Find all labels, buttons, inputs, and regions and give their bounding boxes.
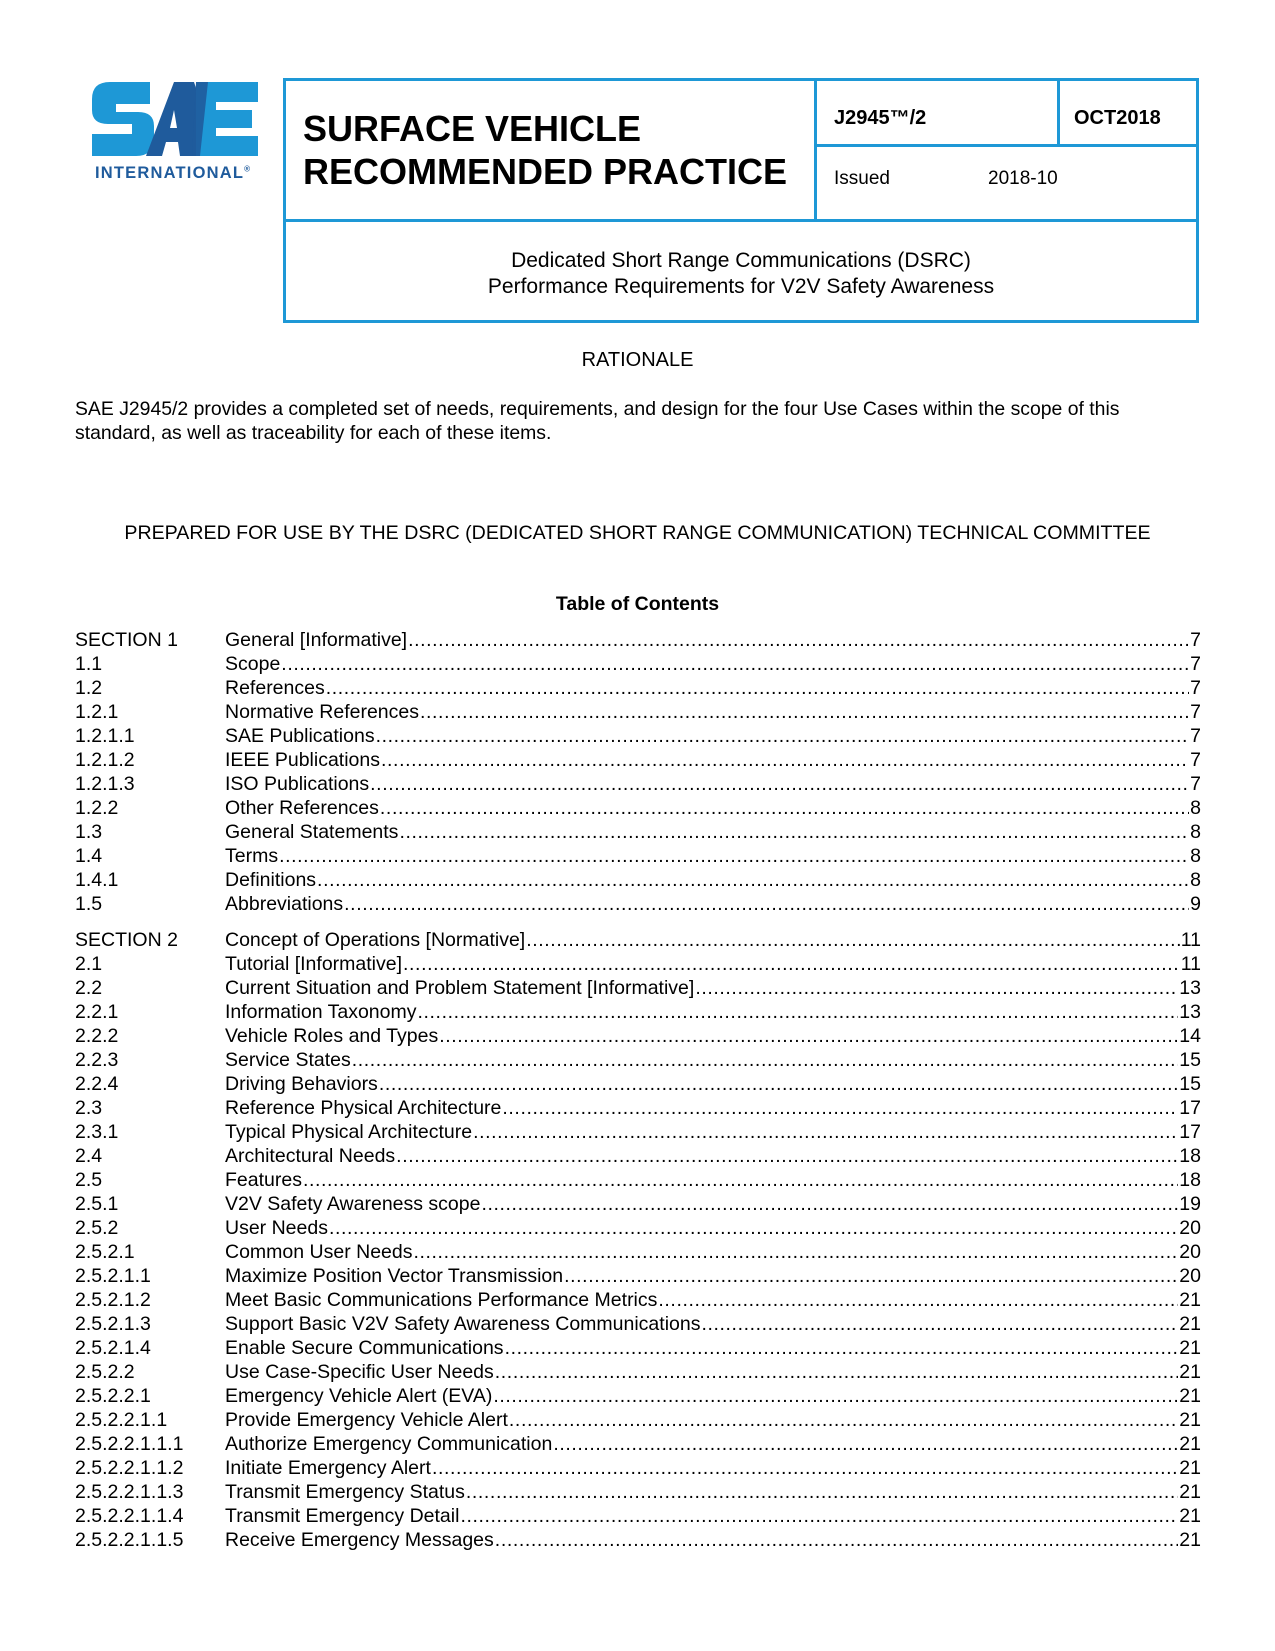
- toc-leader-dots: [502, 1096, 1178, 1120]
- toc-leader-dots: [460, 1504, 1178, 1528]
- toc-entry-title: Initiate Emergency Alert: [225, 1457, 431, 1479]
- toc-entry-number: 2.2.3: [75, 1049, 119, 1071]
- toc-entry-number: 1.2.1.2: [75, 749, 135, 771]
- toc-entry-title: Vehicle Roles and Types: [225, 1025, 439, 1047]
- toc-entry-title: Transmit Emergency Detail: [225, 1505, 460, 1527]
- toc-entry-number: 2.2.1: [75, 1001, 119, 1023]
- document-number: J2945™/2: [834, 107, 927, 129]
- toc-entry-page: 11: [1180, 953, 1201, 975]
- toc-entry-number: 1.3: [75, 821, 103, 843]
- toc-entry-number: 2.5.2.2.1.1.5: [75, 1529, 184, 1551]
- table-of-contents: [75, 628, 1201, 1552]
- toc-entry-title: Transmit Emergency Status: [225, 1481, 465, 1503]
- toc-leader-dots: [370, 772, 1189, 796]
- toc-leader-dots: [420, 700, 1189, 724]
- toc-leader-dots: [352, 1048, 1179, 1072]
- toc-entry[interactable]: [75, 1528, 1201, 1552]
- toc-entry-title: Use Case-Specific User Needs: [225, 1361, 494, 1383]
- toc-entry-page: 21: [1179, 1457, 1201, 1479]
- toc-entry-title: User Needs: [225, 1217, 328, 1239]
- toc-entry-title: Scope: [225, 653, 281, 675]
- toc-entry-title: Meet Basic Communications Performance Metrics: [225, 1289, 658, 1311]
- toc-entry-number: 2.5.2.1: [75, 1241, 135, 1263]
- toc-entry-number: 2.5.2.2.1: [75, 1385, 151, 1407]
- toc-entry[interactable]: [75, 1312, 1201, 1336]
- toc-entry[interactable]: [75, 1336, 1201, 1360]
- toc-entry-page: 8: [1190, 869, 1201, 891]
- logo-subtext: INTERNATIONAL®: [95, 164, 251, 182]
- toc-entry-page: 21: [1179, 1337, 1201, 1359]
- toc-entry[interactable]: [75, 1288, 1201, 1312]
- toc-entry-page: 21: [1179, 1481, 1201, 1503]
- toc-leader-dots: [658, 1288, 1178, 1312]
- toc-entry[interactable]: [75, 676, 1201, 700]
- toc-entry[interactable]: [75, 1408, 1201, 1432]
- toc-entry-title: Normative References: [225, 701, 419, 723]
- toc-entry-number: 2.3.1: [75, 1121, 119, 1143]
- toc-entry-page: 8: [1190, 797, 1201, 819]
- toc-entry-number: 1.2: [75, 677, 103, 699]
- toc-entry-number: 2.5.2.1.2: [75, 1289, 151, 1311]
- toc-leader-dots: [418, 1000, 1179, 1024]
- toc-entry-title: Definitions: [225, 869, 317, 891]
- toc-entry-title: SAE Publications: [225, 725, 375, 747]
- issued-label: Issued: [834, 168, 890, 189]
- toc-entry-page: 15: [1179, 1073, 1201, 1095]
- toc-leader-dots: [396, 1144, 1178, 1168]
- toc-entry-title: General Statements: [225, 821, 399, 843]
- toc-entry-number: 1.2.1.3: [75, 773, 135, 795]
- toc-entry[interactable]: [75, 868, 1201, 892]
- toc-entry[interactable]: [75, 1240, 1201, 1264]
- toc-entry-title: Typical Physical Architecture: [225, 1121, 473, 1143]
- toc-entry-number: 2.1: [75, 953, 103, 975]
- toc-entry-number: 1.2.1.1: [75, 725, 135, 747]
- toc-entry-number: 2.2: [75, 977, 103, 999]
- toc-entry-page: 19: [1179, 1193, 1201, 1215]
- toc-entry-number: 2.5.2.1.3: [75, 1313, 151, 1335]
- toc-leader-dots: [376, 724, 1190, 748]
- toc-entry-page: 21: [1179, 1433, 1201, 1455]
- toc-entry[interactable]: [75, 820, 1201, 844]
- toc-entry-page: 7: [1190, 653, 1201, 675]
- toc-entry[interactable]: [75, 1360, 1201, 1384]
- toc-entry-page: 21: [1179, 1529, 1201, 1551]
- toc-entry[interactable]: [75, 724, 1201, 748]
- toc-entry[interactable]: [75, 628, 1201, 652]
- toc-leader-dots: [344, 892, 1189, 916]
- toc-leader-dots: [526, 928, 1180, 952]
- toc-entry-title: Emergency Vehicle Alert (EVA): [225, 1385, 493, 1407]
- toc-entry-number: 2.3: [75, 1097, 103, 1119]
- toc-entry-page: 20: [1179, 1265, 1201, 1287]
- toc-leader-dots: [466, 1480, 1178, 1504]
- toc-entry-number: 1.4.1: [75, 869, 119, 891]
- toc-entry[interactable]: [75, 796, 1201, 820]
- toc-entry-title: Architectural Needs: [225, 1145, 396, 1167]
- toc-leader-dots: [408, 628, 1189, 652]
- toc-entry-page: 21: [1179, 1385, 1201, 1407]
- toc-entry-title: Enable Secure Communications: [225, 1337, 504, 1359]
- toc-entry-number: 2.5.2.2.1.1.4: [75, 1505, 184, 1527]
- toc-leader-dots: [481, 1192, 1178, 1216]
- toc-entry-page: 21: [1179, 1361, 1201, 1383]
- toc-entry[interactable]: [75, 844, 1201, 868]
- toc-entry-number: 2.2.2: [75, 1025, 119, 1047]
- toc-leader-dots: [281, 652, 1189, 676]
- toc-entry-page: 18: [1179, 1169, 1201, 1191]
- toc-entry[interactable]: [75, 1456, 1201, 1480]
- toc-entry-page: 8: [1190, 821, 1201, 843]
- toc-entry[interactable]: [75, 748, 1201, 772]
- toc-leader-dots: [317, 868, 1189, 892]
- toc-leader-dots: [381, 748, 1189, 772]
- toc-entry-title: Reference Physical Architecture: [225, 1097, 502, 1119]
- toc-leader-dots: [329, 1216, 1178, 1240]
- toc-entry-number: 2.5.2.1.1: [75, 1265, 151, 1287]
- toc-leader-dots: [399, 820, 1189, 844]
- toc-entry-page: 17: [1179, 1121, 1201, 1143]
- toc-entry-number: 2.5.2.2.1.1.3: [75, 1481, 184, 1503]
- toc-entry-page: 13: [1179, 977, 1201, 999]
- toc-entry-title: Other References: [225, 797, 379, 819]
- toc-entry-title: Tutorial [Informative]: [225, 953, 403, 975]
- toc-entry-title: Maximize Position Vector Transmission: [225, 1265, 564, 1287]
- toc-leader-dots: [403, 952, 1180, 976]
- toc-entry-title: Receive Emergency Messages: [225, 1529, 494, 1551]
- toc-entry-title: Authorize Emergency Communication: [225, 1433, 553, 1455]
- toc-entry-page: 21: [1179, 1505, 1201, 1527]
- toc-leader-dots: [379, 1072, 1178, 1096]
- toc-entry-number: 2.5: [75, 1169, 103, 1191]
- toc-entry[interactable]: [75, 652, 1201, 676]
- issued-date: 2018-10: [988, 168, 1058, 189]
- toc-entry-number: SECTION 1: [75, 629, 178, 651]
- toc-leader-dots: [701, 1312, 1178, 1336]
- toc-entry-page: 21: [1179, 1289, 1201, 1311]
- toc-leader-dots: [279, 844, 1189, 868]
- document-subtitle: Dedicated Short Range Communications (DSRC) Performance Requirements for V2V Safety Awareness: [487, 249, 995, 298]
- toc-entry-page: 7: [1190, 629, 1201, 651]
- toc-entry[interactable]: [75, 1144, 1201, 1168]
- toc-leader-dots: [564, 1264, 1178, 1288]
- toc-entry[interactable]: [75, 892, 1201, 916]
- toc-leader-dots: [553, 1432, 1178, 1456]
- toc-heading: Table of Contents: [555, 593, 720, 615]
- toc-entry[interactable]: [75, 1168, 1201, 1192]
- toc-entry-title: Current Situation and Problem Statement [Informative]: [225, 977, 695, 999]
- toc-entry-title: ISO Publications: [225, 773, 370, 795]
- toc-entry-number: 2.5.2.2: [75, 1361, 135, 1383]
- toc-entry-title: References: [225, 677, 325, 699]
- toc-entry-number: 2.5.2: [75, 1217, 119, 1239]
- toc-entry[interactable]: [75, 1480, 1201, 1504]
- toc-leader-dots: [495, 1360, 1179, 1384]
- toc-entry-title: Information Taxonomy: [225, 1001, 417, 1023]
- toc-entry[interactable]: [75, 1120, 1201, 1144]
- toc-entry[interactable]: [75, 1072, 1201, 1096]
- toc-entry-title: IEEE Publications: [225, 749, 381, 771]
- prepared-by-statement: PREPARED FOR USE BY THE DSRC (DEDICATED SHORT RANGE COMMUNICATION) TECHNICAL COMMITTEE: [124, 522, 1151, 544]
- toc-entry-page: 21: [1179, 1409, 1201, 1431]
- toc-entry-number: 2.5.2.1.4: [75, 1337, 151, 1359]
- toc-entry-number: 2.5.2.2.1.1: [75, 1409, 168, 1431]
- toc-entry-number: 1.2.1: [75, 701, 119, 723]
- toc-entry-page: 14: [1179, 1025, 1201, 1047]
- toc-entry[interactable]: [75, 1504, 1201, 1528]
- toc-entry-number: 2.5.2.2.1.1.2: [75, 1457, 184, 1479]
- toc-entry-number: 2.5.1: [75, 1193, 119, 1215]
- toc-entry-page: 17: [1179, 1097, 1201, 1119]
- toc-entry-title: Abbreviations: [225, 893, 344, 915]
- toc-entry-title: Terms: [225, 845, 279, 867]
- toc-leader-dots: [495, 1528, 1179, 1552]
- toc-entry-page: 20: [1179, 1217, 1201, 1239]
- toc-entry-page: 18: [1179, 1145, 1201, 1167]
- toc-leader-dots: [473, 1120, 1178, 1144]
- toc-entry-number: 1.1: [75, 653, 103, 675]
- toc-entry-page: 7: [1190, 725, 1201, 747]
- toc-leader-dots: [695, 976, 1178, 1000]
- toc-entry[interactable]: [75, 1048, 1201, 1072]
- toc-entry-title: V2V Safety Awareness scope: [225, 1193, 481, 1215]
- toc-entry-title: Features: [225, 1169, 302, 1191]
- toc-entry[interactable]: [75, 700, 1201, 724]
- rationale-text: SAE J2945/2 provides a completed set of needs, requirements, and design for the four Use Cases within the scope of this standard, as well as traceability for each of these items.: [75, 398, 1120, 444]
- toc-entry[interactable]: [75, 1216, 1201, 1240]
- toc-entry-title: General [Informative]: [225, 629, 408, 651]
- toc-leader-dots: [505, 1336, 1179, 1360]
- toc-entry-title: Service States: [225, 1049, 351, 1071]
- toc-entry[interactable]: [75, 976, 1201, 1000]
- toc-leader-dots: [509, 1408, 1178, 1432]
- toc-entry-number: 1.4: [75, 845, 103, 867]
- toc-leader-dots: [439, 1024, 1178, 1048]
- toc-leader-dots: [493, 1384, 1178, 1408]
- toc-entry-number: SECTION 2: [75, 929, 178, 951]
- toc-entry[interactable]: [75, 1264, 1201, 1288]
- toc-entry-page: 7: [1190, 749, 1201, 771]
- toc-entry-title: Common User Needs: [225, 1241, 413, 1263]
- toc-entry-title: Concept of Operations [Normative]: [225, 929, 526, 951]
- toc-entry-page: 11: [1180, 929, 1201, 951]
- toc-leader-dots: [432, 1456, 1178, 1480]
- toc-entry-number: 2.4: [75, 1145, 103, 1167]
- toc-entry-title: Provide Emergency Vehicle Alert: [225, 1409, 508, 1431]
- toc-entry-page: 8: [1190, 845, 1201, 867]
- toc-entry-title: Support Basic V2V Safety Awareness Communications: [225, 1313, 701, 1335]
- toc-entry-number: 1.2.2: [75, 797, 119, 819]
- toc-entry-page: 13: [1179, 1001, 1201, 1023]
- toc-entry-title: Driving Behaviors: [225, 1073, 378, 1095]
- toc-leader-dots: [413, 1240, 1178, 1264]
- document-header-box: [283, 78, 1199, 323]
- sae-logo-mark: [92, 82, 258, 162]
- document-type-title: SURFACE VEHICLE RECOMMENDED PRACTICE: [303, 108, 788, 192]
- toc-leader-dots: [303, 1168, 1178, 1192]
- toc-entry[interactable]: [75, 1000, 1201, 1024]
- toc-entry-page: 7: [1190, 677, 1201, 699]
- document-date: OCT2018: [1074, 107, 1161, 129]
- toc-entry[interactable]: [75, 952, 1201, 976]
- toc-entry[interactable]: [75, 1432, 1201, 1456]
- toc-entry[interactable]: [75, 1024, 1201, 1048]
- toc-entry-number: 2.5.2.2.1.1.1: [75, 1433, 184, 1455]
- sae-logo: [92, 82, 258, 187]
- toc-entry-page: 7: [1190, 701, 1201, 723]
- toc-entry-page: 15: [1179, 1049, 1201, 1071]
- toc-entry[interactable]: [75, 1192, 1201, 1216]
- toc-entry-page: 21: [1179, 1313, 1201, 1335]
- toc-entry-number: 1.5: [75, 893, 103, 915]
- toc-entry-page: 9: [1190, 893, 1201, 915]
- toc-entry-number: 2.2.4: [75, 1073, 119, 1095]
- toc-entry[interactable]: [75, 1096, 1201, 1120]
- toc-leader-dots: [326, 676, 1189, 700]
- toc-entry-page: 20: [1179, 1241, 1201, 1263]
- toc-leader-dots: [380, 796, 1189, 820]
- toc-entry-page: 7: [1190, 773, 1201, 795]
- toc-entry[interactable]: [75, 772, 1201, 796]
- toc-entry[interactable]: [75, 1384, 1201, 1408]
- rationale-heading: RATIONALE: [581, 349, 694, 371]
- toc-entry[interactable]: [75, 928, 1201, 952]
